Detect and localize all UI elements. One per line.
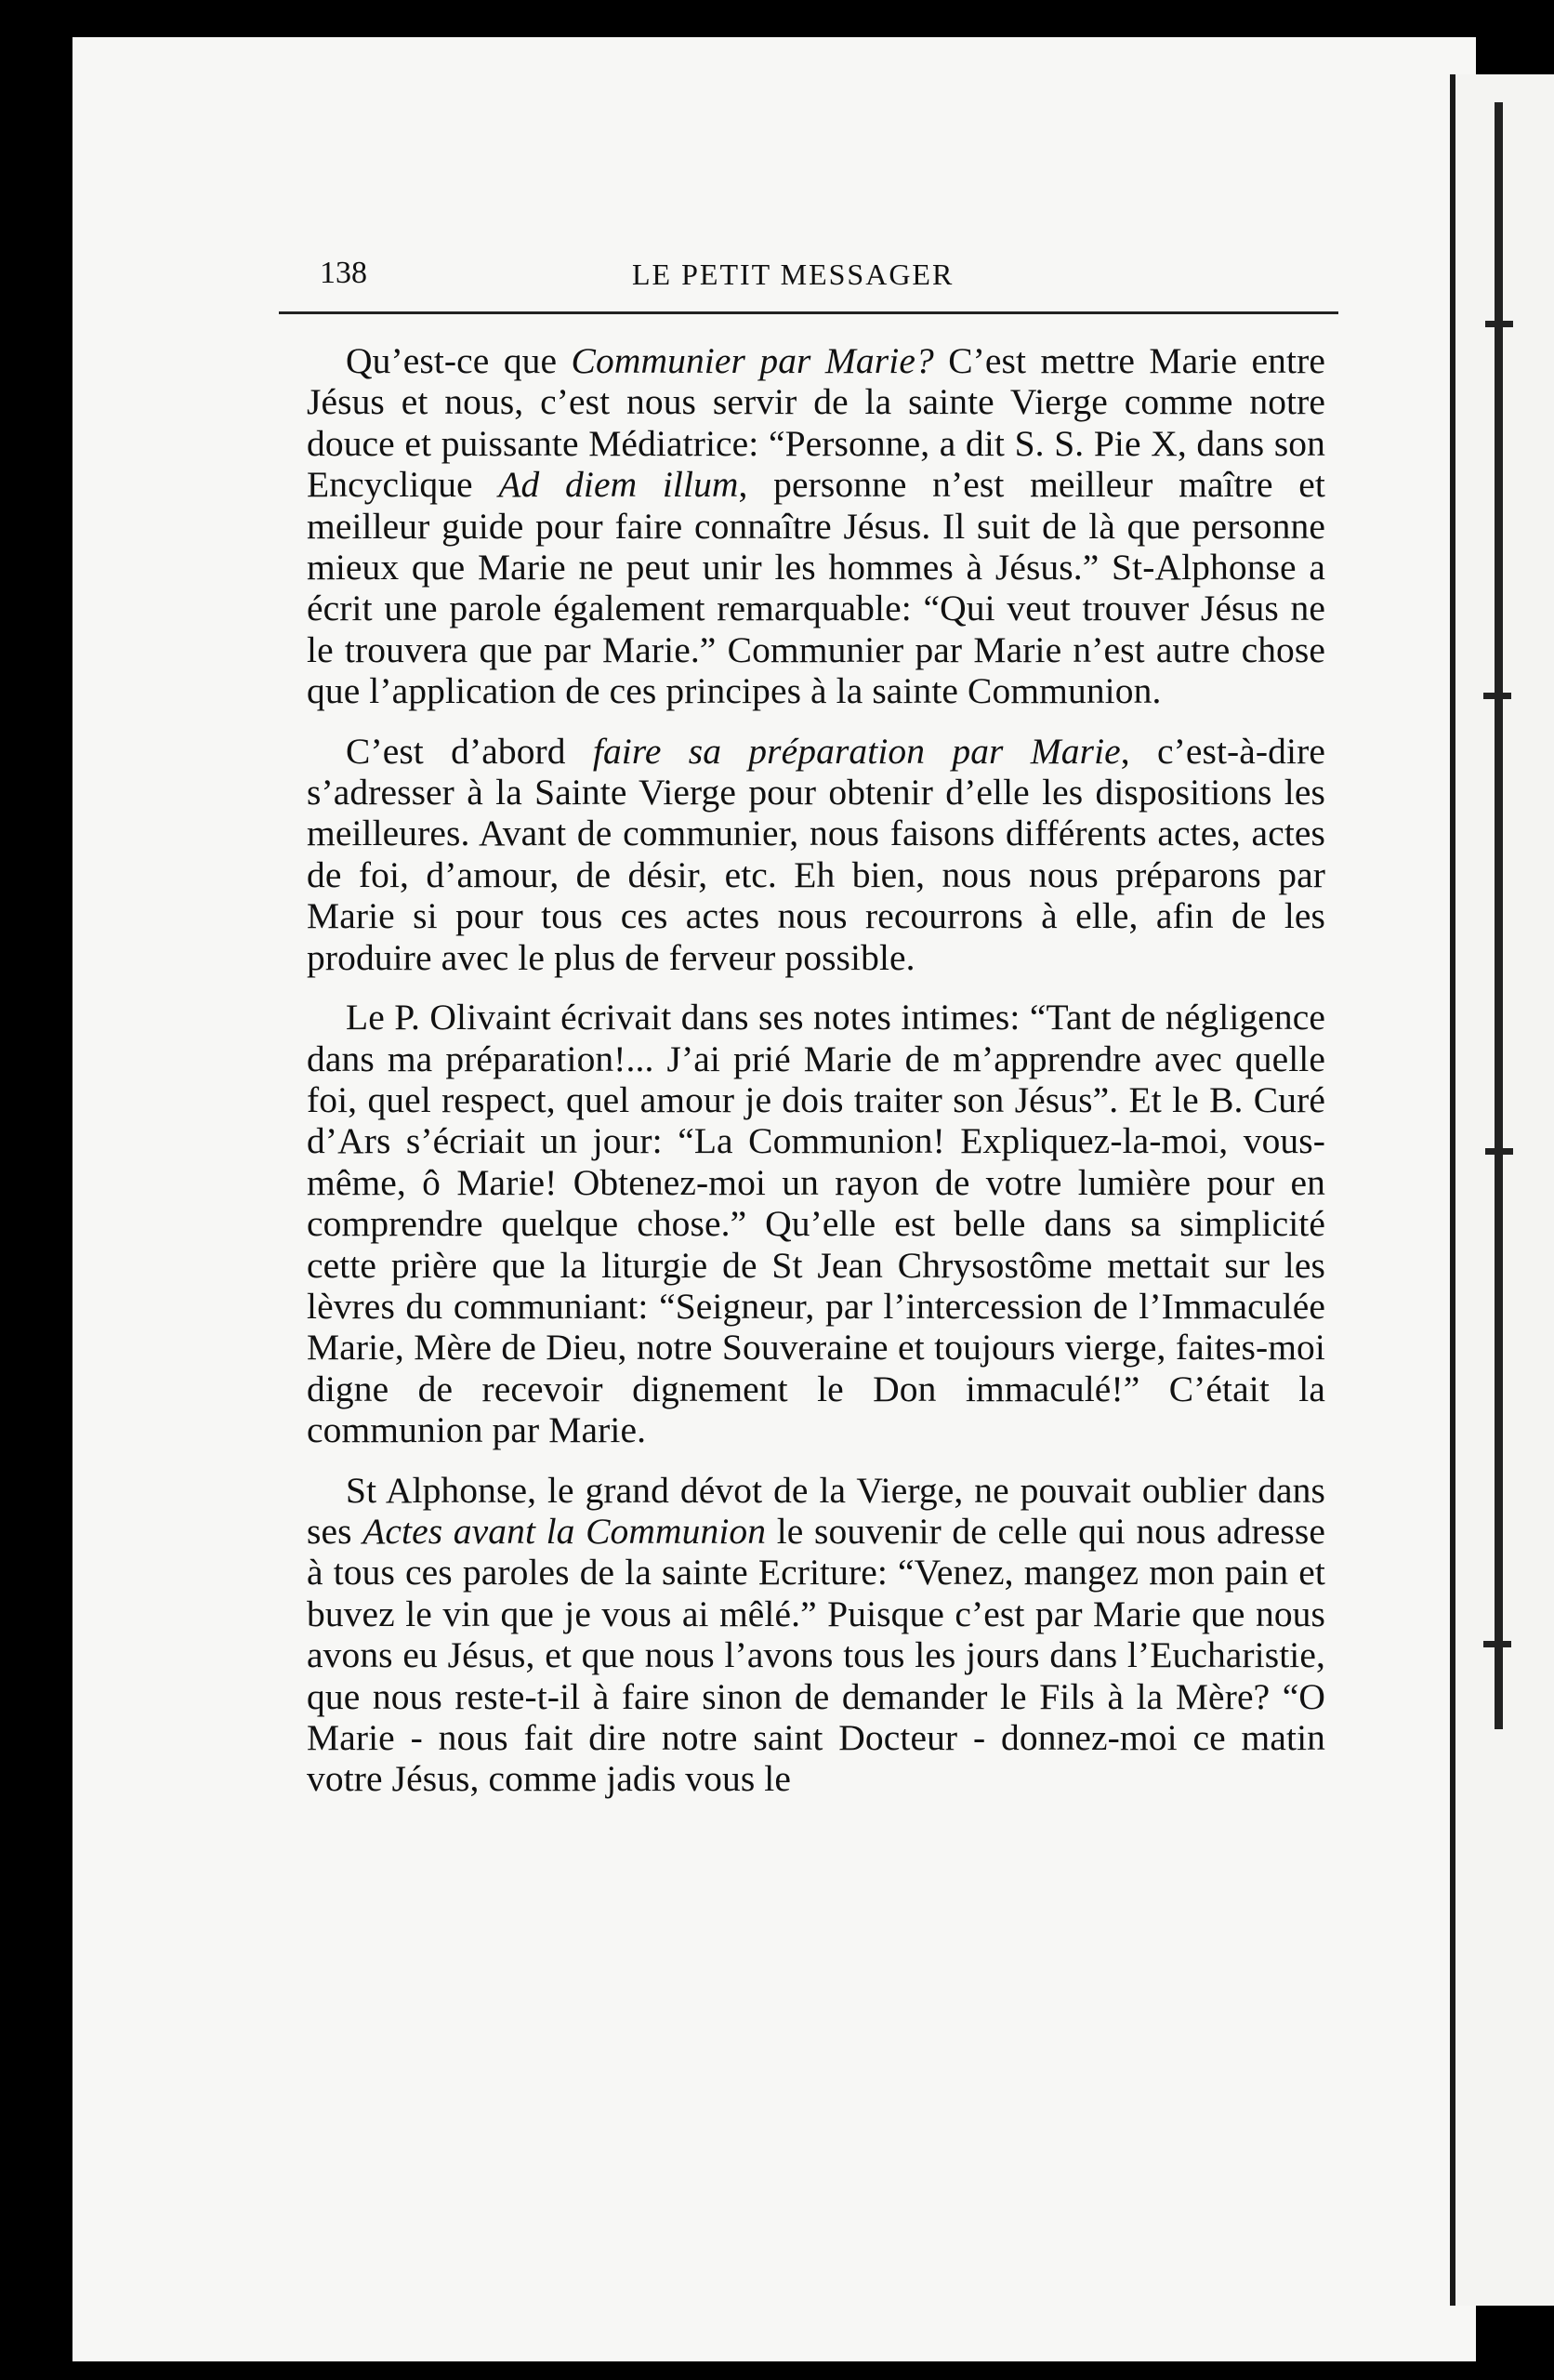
book-page: [279, 237, 1338, 1818]
italic-segment: Actes avant la Communion: [362, 1510, 767, 1552]
binding-line: [1495, 102, 1503, 1729]
binding-mark: [1485, 321, 1513, 327]
body-text: [279, 314, 1338, 1800]
paragraph: [307, 731, 1325, 978]
text-segment: C’est mettre Marie entre Jésus et nous, c’est nous servir de la sainte Vierge comme notre douce et puissante Médiatrice: “Personne, a dit S. S. Pie X, dans son Encyclique: [307, 340, 1325, 506]
italic-segment: Ad diem illum: [498, 464, 739, 506]
text-segment: , c’est-à-dire s’adresser à la Sainte Vierge pour obtenir d’elle les dispositions les meilleures. Avant de communier, nous faisons différents actes, actes de foi, d’amour, de désir, etc. Eh bien, nous nous préparons par Marie si pour tous ces actes nous recourrons à elle, afin de les produire avec le plus de ferveur possible.: [307, 730, 1325, 978]
text-segment: , personne n’est meilleur maître et meilleur guide pour faire connaître Jésus. Il suit de là que personne mieux que Marie ne peut unir les hommes à Jésus.” St-Alphonse a écrit une parole également remarquable: “Qui veut trouver Jésus ne le trouvera que par Marie.” Communier par Marie n’est autre chose que l’application de ces principes à la sainte Communion.: [307, 464, 1325, 712]
paragraph: [307, 340, 1325, 712]
paragraph: [307, 1470, 1325, 1800]
paragraph: [307, 997, 1325, 1450]
page-number: 138: [320, 256, 367, 290]
running-title: LE PETIT MESSAGER: [632, 258, 955, 291]
text-segment: Qu’est-ce que: [346, 340, 572, 381]
italic-segment: Communier par Marie?: [571, 340, 934, 381]
binding-mark: [1483, 1641, 1511, 1647]
text-segment: le souvenir de celle qui nous adresse à tous ces paroles de la sainte Ecriture: “Venez, mangez mon pain et buvez le vin que je vous ai mêlé.” Puisque c’est par Marie que nous avons eu Jésus, et que nous l’avons tous les jours dans l’Eucharistie, que nous reste-t-il à faire sinon de demander le Fils à la Mère? “O Marie - nous fait dire notre saint Docteur - donnez-moi ce matin votre Jésus, comme jadis vous le: [307, 1510, 1325, 1800]
text-segment: Le P. Olivaint écrivait dans ses notes intimes: “Tant de négligence dans ma préparation!... J’ai prié Marie de m’apprendre avec quelle foi, quel respect, quel amour je dois traiter son Jésus”. Et le B. Curé d’Ars s’écriait un jour: “La Communion! Expliquez-la-moi, vous-même, ô Marie! Obtenez-moi un rayon de votre lumière pour en comprendre quelque chose.” Qu’elle est belle dans sa simplicité cette prière que la liturgie de St Jean Chrysostôme mettait sur les lèvres du communiant: “Seigneur, par l’intercession de l’Immaculée Marie, Mère de Dieu, notre Souveraine et toujours vierge, faites-moi digne de recevoir dignement le Don immaculé!” C’était la communion par Marie.: [307, 997, 1325, 1451]
text-segment: St Alphonse, le grand dévot de la Vierge, ne pouvait oublier dans ses: [307, 1469, 1325, 1552]
page-header: [279, 237, 1338, 314]
binding-mark: [1485, 1148, 1513, 1155]
italic-segment: faire sa préparation par Marie: [592, 730, 1121, 772]
binding-mark: [1483, 693, 1511, 699]
text-segment: C’est d’abord: [346, 730, 593, 772]
